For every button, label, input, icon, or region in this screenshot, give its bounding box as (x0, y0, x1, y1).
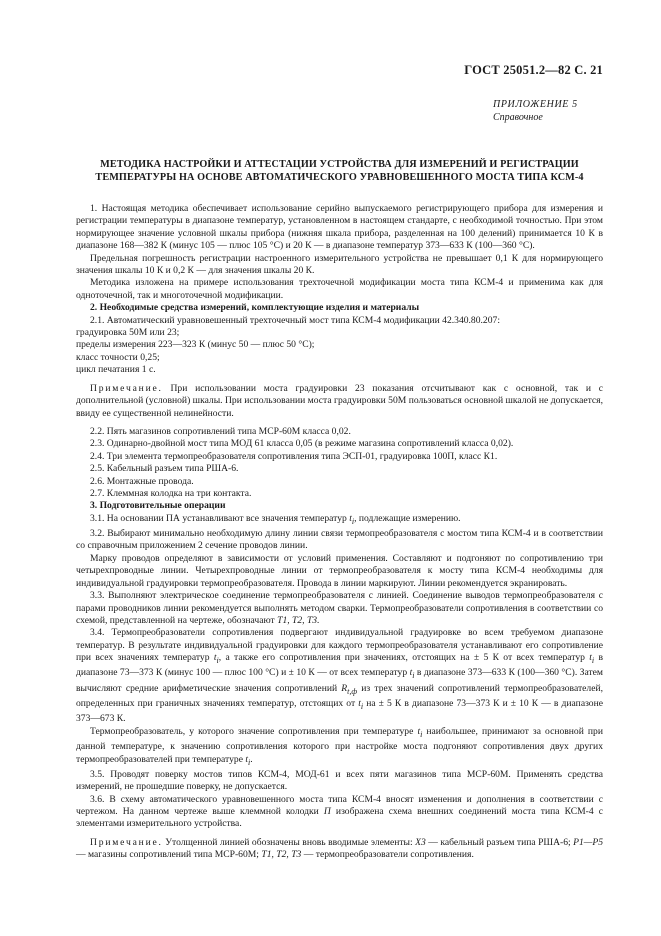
item-3-4-main-sensor: Термопреобразователь, у которого значение сопротивления при температуре $t_i$ наибольшее, принимают за основной при данной температуре, к значению сопротивления которого при настройке моста подгоняют сопротивления двух других термопреобразователей при температуре $t_i$. (76, 725, 603, 767)
item-3-2-wires: Марку проводов определяют в зависимости от условий применения. Составляют и подгоняют по сопротивлению три четырехпроводные линии. Четырехпроводные линии от термопреобразователя к мосту типа КСМ-4 необходимы для индивидуальной градуировки термопреобразователя. Провода в линии маркируют. Линии рекомендуется экранировать. (76, 552, 603, 589)
item-2-4: 2.4. Три элемента термопреобразователя сопротивления типа ЭСП-01, градуировка 100П, класс К1. (90, 450, 498, 462)
item-2-7: 2.7. Клеммная колодка на три контакта. (90, 487, 252, 499)
title-line-2: ТЕМПЕРАТУРЫ НА ОСНОВЕ АВТОМАТИЧЕСКОГО УРАВНОВЕШЕННОГО МОСТА ТИПА КСМ-4 (95, 172, 584, 183)
item-3-5: 3.5. Проводят поверку мостов типов КСМ-4, МОД-61 и всех пяти магазинов типа МСР-60М. Применять средства измерений, не прошедшие поверку, не допускается. (76, 768, 603, 793)
item-2-2: 2.2. Пять магазинов сопротивлений типа МСР-60М класса 0,02. (90, 425, 351, 437)
note-2: Примечание. Утолщенной линией обозначены вновь вводимые элементы: Х3 — кабельный разъем типа РША-6; Р1—Р5 — магазины сопротивлений типа МСР-60М; Т1, Т2, Т3 — термопреобразователи сопротивления. (76, 836, 603, 861)
item-3-6: 3.6. В схему автоматического уравновешенного моста типа КСМ-4 вносят изменения и дополнения в соответствии с чертежом. На данном чертеже выше клеммной колодки П изображена схема внешних соединений моста типа КСМ-4 с элементами измерительного устройства. (76, 793, 603, 830)
item-2-1-range: пределы измерения 223—323 К (минус 50 — плюс 50 °С); (76, 339, 315, 351)
item-2-3: 2.3. Одинарно-двойной мост типа МОД 61 класса 0,05 (в режиме магазина сопротивлений класса 0,02). (90, 438, 514, 450)
standard-page-header: ГОСТ 25051.2—82 С. 21 (464, 63, 603, 77)
note-1-label: Примечание. (90, 382, 163, 394)
item-3-4: 3.4. Термопреобразователи сопротивления подвергают индивидуальной градуировке во всем требуемом диапазоне температур. В результате индивидуальной градуировки для каждого термопреобразователя устанавливают его сопротивление при всех значениях температур $t_i$, а также его сопротивления при значениях, отстоящих на ± 5 К от всех температур $t_i$ в диапазоне 73—373 К (минус 100 — плюс 100 °С) и ± 10 К — от всех температур $t_i$ в диапазоне 373—633 К (100—360 °С). Затем вычисляют средние арифметические значения сопротивлений $R_{t,ф}$ из трех значений сопротивлений термопреобразователей, определенных при граничных значениях температур, отстоящих от $t_i$ на ± 5 К в диапазоне 73—373 К и ± 10 К — в диапазоне 373—673 К. (76, 627, 604, 725)
item-2-1-graduation: градуировка 50М или 23; (76, 327, 180, 339)
appendix-subtitle: Справочное (493, 112, 543, 123)
document-title (76, 158, 603, 184)
note-2-label: Примечание. (90, 836, 163, 848)
appendix-label (493, 98, 603, 124)
document-body (76, 203, 603, 862)
appendix-title: ПРИЛОЖЕНИЕ 5 (493, 99, 578, 110)
paragraph-accuracy: Предельная погрешность регистрации настроенного измерительного устройства не превышает 0,1 К для нормирующего значения шкалы 10 К и 0,2 К — для значения шкалы 20 К. (76, 252, 603, 277)
item-3-1: 3.1. На основании ПА устанавливают все значения температур $t_i$, подлежащие измерению. (90, 512, 461, 526)
paragraph-1: 1. Настоящая методика обеспечивает использование серийно выпускаемого регистрирующего прибора для измерения и регистрации температуры в диапазоне температур, установленном в настоящем стандарте, с необходимой точностью. При этом нормирующее значение условной шкалы прибора (нижняя шкала прибора, разделенная на 100 делений) принимается 10 К в диапазоне 168—382 К (минус 105 — плюс 105 °С) и 20 К — в диапазоне температур 373—633 К (100—360 °С). (76, 203, 603, 252)
note-1 (76, 383, 603, 420)
section-2-heading: 2. Необходимые средства измерений, комплектующие изделия и материалы (90, 302, 420, 314)
section-3-heading: 3. Подготовительные операции (90, 500, 226, 512)
item-2-1: 2.1. Автоматический уравновешенный трехточечный мост типа КСМ-4 модификации 42.340.80.207: (90, 314, 500, 326)
item-2-1-print-cycle: цикл печатания 1 с. (76, 364, 156, 376)
item-3-3: 3.3. Выполняют электрическое соединение термопреобразователя с линией. Соединение выводов термопреобразователя с парами проводников линии рекомендуется выполнять методом сварки. Термопреобразователи сопротивления в соответствии со схемой, представленной на чертеже, обозначают Т1, Т2, Т3. (76, 590, 603, 626)
item-3-2: 3.2. Выбирают минимально необходимую длину линии связи термопреобразователя с мостом типа КСМ-4 и в соответствии со справочным приложением 2 сечение проводов линии. (76, 528, 603, 552)
item-2-1-accuracy-class: класс точности 0,25; (76, 351, 160, 363)
item-2-6: 2.6. Монтажные провода. (90, 475, 194, 487)
paragraph-method-scope: Методика изложена на примере использования трехточечной модификации моста типа КСМ-4 и применима как для одноточечной, так и многоточечной модификации. (76, 277, 603, 301)
note-1-text: При использовании моста градуировки 23 показания отсчитывают как с основной, так и с дополнительной (условной) шкалы. При использовании моста градуировки 50М пользоваться основной шкалой не допускается, ввиду ее существенной нелинейности. (76, 382, 603, 419)
item-2-5: 2.5. Кабельный разъем типа РША-6. (90, 463, 239, 475)
title-line-1: МЕТОДИКА НАСТРОЙКИ И АТТЕСТАЦИИ УСТРОЙСТВА ДЛЯ ИЗМЕРЕНИЙ И РЕГИСТРАЦИИ (100, 159, 579, 170)
